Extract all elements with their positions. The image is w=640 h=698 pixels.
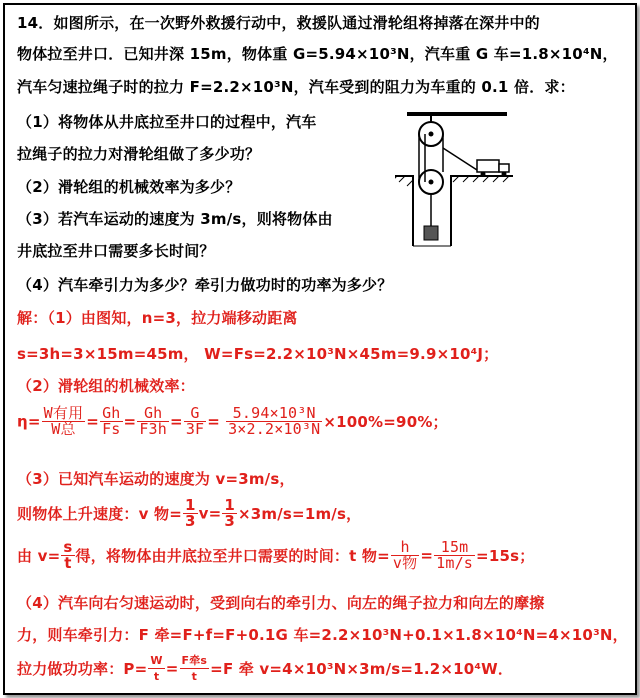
frac-15m: 15m — [434, 540, 475, 556]
time-end: =15s； — [476, 547, 535, 565]
frac-one-2: 1 — [224, 496, 236, 514]
eta-w-useful: W有用 — [43, 404, 84, 422]
eta-fs: Fs — [102, 420, 121, 438]
velocity-prefix: 则物体上升速度：v 物= — [17, 505, 182, 523]
frac-h: h — [391, 540, 419, 556]
power-end: =F 牵 v=4×10³N×3m/s=1.2×10⁴W． — [210, 660, 514, 678]
question-3b: 井底拉至井口需要多长时间？ — [17, 242, 215, 260]
frac-three-2: 3 — [224, 512, 236, 530]
eta-result: ×100%=90%； — [323, 413, 448, 431]
frac-three: 3 — [184, 512, 196, 530]
load-block — [424, 226, 438, 240]
velocity-end: ×3m/s=1m/s， — [238, 505, 362, 523]
solution-line-5: （3）已知汽车运动的速度为 v=3m/s， — [17, 470, 295, 488]
time-line: 由 v= $\frac{s}{t}$ 得，将物体由井底拉至井口需要的时间：t 物= $\frac{h}{\text{v物}}$ = $\frac{15m}{1m/s}$ =15s； — [17, 538, 535, 572]
power-line: 拉力做功功率：P= $\frac{W}{t}$ = $\frac{\text{F牵s}}{t}$ =F 牵 v=4×10³N×3m/s=1.2×10⁴W． — [17, 654, 514, 683]
frac-1ms: 1m/s — [436, 554, 474, 572]
problem-line-3: 汽车匀速拉绳子时的拉力 F=2.2×10³N，汽车受到的阻力为车重的 0.1 倍．求： — [17, 78, 575, 96]
question-2: （2）滑轮组的机械效率为多少？ — [17, 178, 241, 196]
time-mid: 得，将物体由井底拉至井口需要的时间：t 物= — [75, 547, 390, 565]
time-prefix: 由 v= — [17, 547, 61, 565]
solution-line-9: 力，则车牵引力：F 牵=F+f=F+0.1G 车=2.2×10³N+0.1×1.8×10⁴N=4×10³N， — [17, 626, 628, 644]
eta-f3h: F3h — [139, 420, 168, 438]
eta-denominator: 3×2.2×10³N — [228, 420, 321, 438]
eta-gh-2: Gh — [137, 406, 169, 422]
efficiency-formula: η= $\frac{\text{W有用}}{\text{W总}}$ = $\frac{Gh}{Fs}$ = $\frac{Gh}{F3h}$ = $\frac{G}{3F}$ = $\frac{\text{5.94×10³N}}{\text{3×2.2×10³N}}$ ×100%=90%； — [17, 404, 448, 438]
frac-t-2: t — [153, 670, 160, 683]
well-left-wall — [395, 176, 413, 246]
power-prefix: 拉力做功功率：P= — [17, 660, 148, 678]
frac-one: 1 — [184, 496, 196, 514]
question-4: （4）汽车牵引力为多少？牵引力做功时的功率为多少？ — [17, 276, 393, 294]
pulley-well-diagram — [395, 108, 515, 248]
frac-t-3: t — [191, 670, 198, 683]
ceiling-beam — [407, 112, 507, 116]
frac-w: W — [150, 654, 163, 667]
frac-v-object: v物 — [392, 554, 418, 572]
frac-s: s — [63, 538, 73, 556]
question-3a: （3）若汽车运动的速度为 3m/s，则将物体由 — [17, 210, 333, 228]
eta-3f: 3F — [185, 420, 205, 438]
question-1b: 拉绳子的拉力对滑轮组做了多少功？ — [17, 145, 261, 163]
eta-w-total: W总 — [51, 420, 76, 438]
rope-to-truck — [443, 148, 477, 170]
solution-line-8: （4）汽车向右匀速运动时，受到向右的牵引力、向左的绳子拉力和向左的摩擦 — [17, 594, 545, 612]
eta-numerator: 5.94×10³N — [226, 406, 322, 422]
truck — [477, 160, 509, 177]
eta-lhs: η= — [17, 412, 41, 431]
question-1a: （1）将物体从井底拉至井口的过程中，汽车 — [17, 113, 317, 131]
velocity-mid: v= — [198, 504, 222, 523]
solution-line-3: （2）滑轮组的机械效率： — [17, 377, 195, 395]
solution-line-1: 解：（1）由图知，n=3，拉力端移动距离 — [17, 309, 298, 327]
frac-fqs: F牵s — [181, 654, 208, 667]
velocity-line — [17, 498, 361, 529]
eta-gh: Gh — [102, 404, 121, 422]
well-right-wall — [451, 176, 513, 246]
solution-line-2: s=3h=3×15m=45m， W=Fs=2.2×10³N×45m=9.9×10⁴J； — [17, 345, 499, 363]
problem-line-2: 物体拉至井口．已知井深 15m，物体重 G=5.94×10³N，汽车重 G 车=1.8×10⁴N， — [17, 45, 618, 63]
problem-line-1: 14．如图所示，在一次野外救援行动中，救援队通过滑轮组将掉落在深井中的 — [17, 14, 540, 32]
frac-t: t — [64, 554, 72, 572]
eta-g: G — [184, 406, 206, 422]
